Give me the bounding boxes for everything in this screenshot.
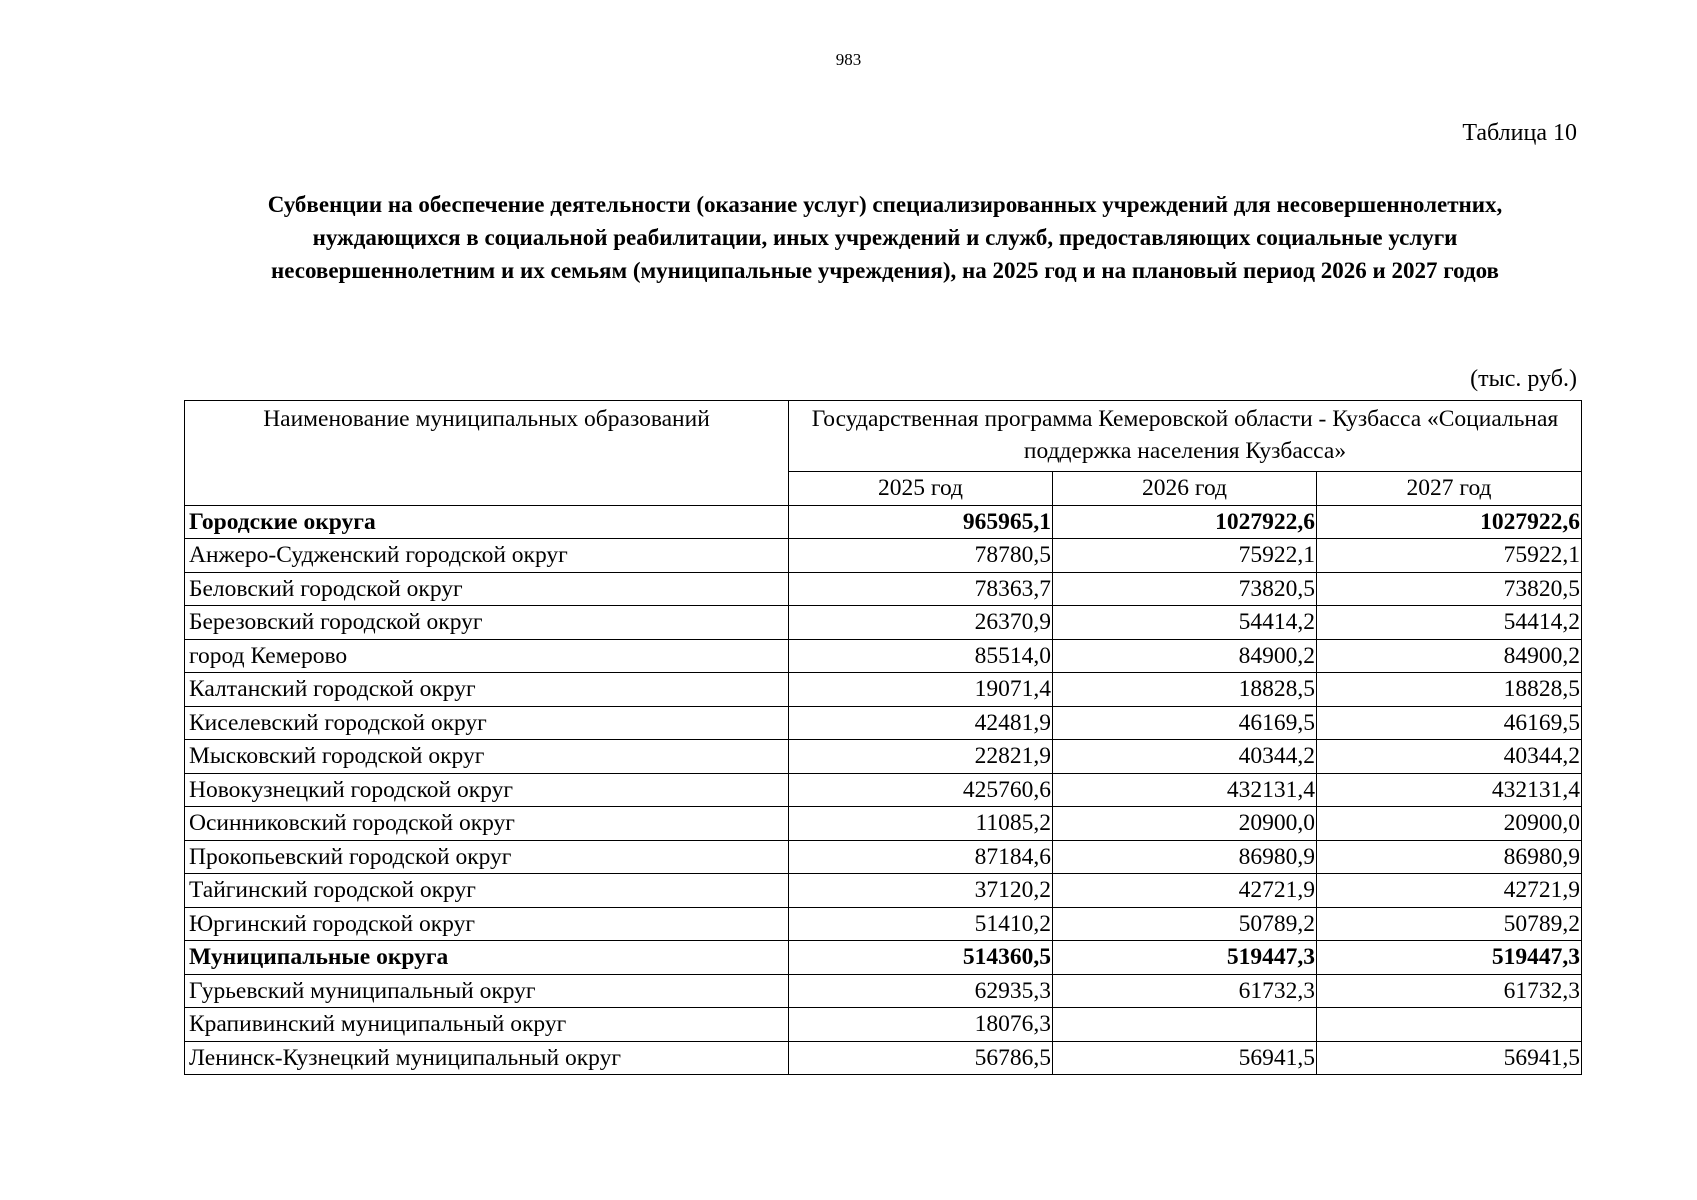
value-2026-cell: 54414,2	[1053, 606, 1317, 640]
value-2027-cell: 84900,2	[1317, 639, 1582, 673]
table-row	[185, 974, 1582, 1008]
value-2027-cell: 86980,9	[1317, 840, 1582, 874]
subventions-table	[184, 400, 1582, 1075]
value-2025-cell: 51410,2	[789, 907, 1053, 941]
value-2026-cell: 432131,4	[1053, 773, 1317, 807]
value-2027-cell	[1317, 1008, 1582, 1042]
municipality-name-cell: Анжеро-Судженский городской округ	[185, 539, 789, 573]
value-2026-cell: 50789,2	[1053, 907, 1317, 941]
value-2025-cell: 37120,2	[789, 874, 1053, 908]
value-2026-cell: 75922,1	[1053, 539, 1317, 573]
municipality-name-cell: Юргинский городской округ	[185, 907, 789, 941]
value-2026-cell: 86980,9	[1053, 840, 1317, 874]
value-2025-cell: 19071,4	[789, 673, 1053, 707]
table-row	[185, 572, 1582, 606]
table-row	[185, 740, 1582, 774]
table-row	[185, 874, 1582, 908]
header-program: Государственная программа Кемеровской области - Кузбасса «Социальная поддержка населения Кузбасса»	[789, 401, 1582, 472]
value-2026-cell: 46169,5	[1053, 706, 1317, 740]
header-municipality-name: Наименование муниципальных образований	[185, 401, 789, 506]
municipality-name-cell: Гурьевский муниципальный округ	[185, 974, 789, 1008]
table-row	[185, 840, 1582, 874]
value-2026-cell	[1053, 1008, 1317, 1042]
header-year-2026: 2026 год	[1053, 472, 1317, 506]
municipality-name-cell: Киселевский городской округ	[185, 706, 789, 740]
value-2026-cell: 18828,5	[1053, 673, 1317, 707]
value-2025-cell: 26370,9	[789, 606, 1053, 640]
municipality-name-cell: Мысковский городской округ	[185, 740, 789, 774]
municipality-name-cell: Беловский городской округ	[185, 572, 789, 606]
value-2025-cell: 42481,9	[789, 706, 1053, 740]
value-2026-cell: 40344,2	[1053, 740, 1317, 774]
value-2025-cell: 514360,5	[789, 941, 1053, 975]
municipality-name-cell: Ленинск-Кузнецкий муниципальный округ	[185, 1041, 789, 1075]
value-2027-cell: 1027922,6	[1317, 505, 1582, 539]
value-2026-cell: 56941,5	[1053, 1041, 1317, 1075]
table-row	[185, 1008, 1582, 1042]
value-2027-cell: 61732,3	[1317, 974, 1582, 1008]
document-title: Субвенции на обеспечение деятельности (оказание услуг) специализированных учреждений для несовершеннолетних, нуждающихся в социальной реабилитации, иных учреждений и служб, предоставляющих социальные услуги несовершеннолетним и их семьям (муниципальные учреждения), на 2025 год и на плановый период 2026 и 2027 годов	[267, 192, 1503, 283]
municipality-name-cell: Крапивинский муниципальный округ	[185, 1008, 789, 1042]
page-number: 983	[835, 50, 862, 69]
value-2027-cell: 46169,5	[1317, 706, 1582, 740]
value-2027-cell: 432131,4	[1317, 773, 1582, 807]
header-year-2025: 2025 год	[789, 472, 1053, 506]
value-2026-cell: 519447,3	[1053, 941, 1317, 975]
municipality-name-cell: Прокопьевский городской округ	[185, 840, 789, 874]
municipality-name-cell: Муниципальные округа	[185, 941, 789, 975]
header-year-2027: 2027 год	[1317, 472, 1582, 506]
table-row	[185, 1041, 1582, 1075]
value-2026-cell: 61732,3	[1053, 974, 1317, 1008]
municipality-name-cell: Новокузнецкий городской округ	[185, 773, 789, 807]
municipality-name-cell: Калтанский городской округ	[185, 673, 789, 707]
value-2025-cell: 78363,7	[789, 572, 1053, 606]
table-row	[185, 639, 1582, 673]
municipality-name-cell: Осинниковский городской округ	[185, 807, 789, 841]
value-2026-cell: 73820,5	[1053, 572, 1317, 606]
table-row	[185, 673, 1582, 707]
table-row	[185, 606, 1582, 640]
value-2026-cell: 42721,9	[1053, 874, 1317, 908]
value-2025-cell: 85514,0	[789, 639, 1053, 673]
value-2025-cell: 56786,5	[789, 1041, 1053, 1075]
value-2026-cell: 1027922,6	[1053, 505, 1317, 539]
value-2027-cell: 54414,2	[1317, 606, 1582, 640]
value-2025-cell: 425760,6	[789, 773, 1053, 807]
table-row	[185, 807, 1582, 841]
table-row	[185, 539, 1582, 573]
table-body	[185, 505, 1582, 1075]
value-2025-cell: 87184,6	[789, 840, 1053, 874]
table-row	[185, 941, 1582, 975]
value-2025-cell: 11085,2	[789, 807, 1053, 841]
table-label: Таблица 10	[1462, 120, 1577, 146]
municipality-name-cell: Тайгинский городской округ	[185, 874, 789, 908]
value-2026-cell: 84900,2	[1053, 639, 1317, 673]
municipality-name-cell: Березовский городской округ	[185, 606, 789, 640]
value-2026-cell: 20900,0	[1053, 807, 1317, 841]
value-2027-cell: 42721,9	[1317, 874, 1582, 908]
value-2025-cell: 78780,5	[789, 539, 1053, 573]
table-row	[185, 505, 1582, 539]
value-2025-cell: 18076,3	[789, 1008, 1053, 1042]
table-row	[185, 907, 1582, 941]
value-2027-cell: 75922,1	[1317, 539, 1582, 573]
value-2027-cell: 18828,5	[1317, 673, 1582, 707]
table-row	[185, 706, 1582, 740]
value-2027-cell: 519447,3	[1317, 941, 1582, 975]
municipality-name-cell: город Кемерово	[185, 639, 789, 673]
value-2027-cell: 73820,5	[1317, 572, 1582, 606]
value-2025-cell: 22821,9	[789, 740, 1053, 774]
units-label: (тыс. руб.)	[1470, 366, 1577, 392]
value-2025-cell: 965965,1	[789, 505, 1053, 539]
municipality-name-cell: Городские округа	[185, 505, 789, 539]
value-2025-cell: 62935,3	[789, 974, 1053, 1008]
value-2027-cell: 40344,2	[1317, 740, 1582, 774]
table-row	[185, 773, 1582, 807]
value-2027-cell: 20900,0	[1317, 807, 1582, 841]
value-2027-cell: 56941,5	[1317, 1041, 1582, 1075]
value-2027-cell: 50789,2	[1317, 907, 1582, 941]
